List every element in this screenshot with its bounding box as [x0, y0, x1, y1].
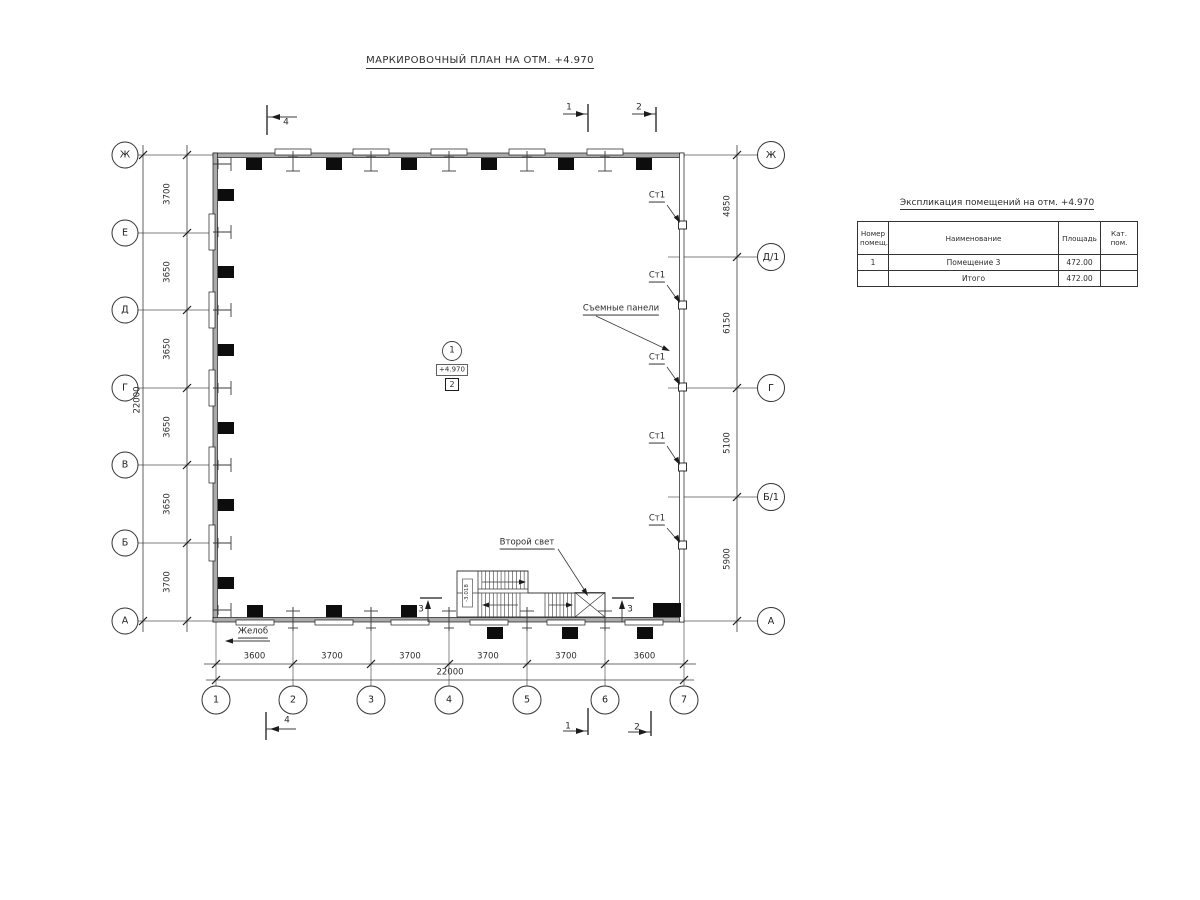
dim-left-overall: 22000: [132, 386, 143, 414]
dim-left-1: 3650: [162, 260, 173, 283]
schedule-total-area: 472.00: [1059, 271, 1101, 287]
dim-left-2: 3650: [162, 338, 173, 360]
axis-circle-right-Ж: Ж: [757, 141, 785, 169]
schedule-header-name: Наименование: [889, 222, 1059, 255]
section-markers: [266, 104, 656, 740]
st1-label-4: Ст1: [648, 513, 666, 524]
axis-circle-bottom-3: 3: [357, 686, 386, 715]
section-2-top-label: 2: [636, 102, 642, 113]
axis-circle-bottom-7: 7: [670, 686, 699, 715]
schedule-cell-area: 472.00: [1059, 255, 1101, 271]
schedule-total-cat: [1101, 271, 1138, 287]
axis-circle-left-В: В: [112, 452, 139, 479]
room-schedule: [857, 190, 1137, 287]
dim-right-0: 4850: [722, 195, 733, 217]
dim-right-1: 6150: [722, 311, 733, 334]
schedule-title: Экспликация помещений на отм. +4.970: [899, 198, 1095, 208]
schedule-table: [857, 221, 1138, 287]
axis-circle-bottom-6: 6: [591, 686, 620, 715]
axis-circle-bottom-5: 5: [513, 686, 542, 715]
schedule-cell-name: Помещение 3: [889, 255, 1059, 271]
axis-circle-right-Д-1: Д/1: [757, 243, 785, 271]
st1-label-0: Ст1: [648, 190, 666, 201]
staircase: [457, 571, 605, 617]
schedule-header-cat: Кат. пом.: [1101, 222, 1138, 255]
wall-panels: [209, 149, 666, 625]
schedule-total-empty: [858, 271, 889, 287]
dim-bottom-4: 3700: [555, 651, 577, 662]
axis-circle-right-Б-1: Б/1: [757, 483, 785, 511]
dim-bottom-5: 3600: [633, 651, 656, 662]
drawing-title: МАРКИРОВОЧНЫЙ ПЛАН НА ОТМ. +4.970: [366, 55, 594, 69]
section-1-top-label: 1: [566, 102, 572, 113]
column-blocks: [218, 158, 681, 639]
axis-circle-bottom-1: 1: [202, 686, 231, 715]
dim-right-3: 5900: [722, 548, 733, 570]
dim-left-3: 3650: [162, 415, 173, 438]
elevation-mark-label: +4.970: [439, 365, 465, 374]
dim-left-5: 3700: [162, 571, 173, 593]
axis-circle-left-Г: Г: [112, 375, 139, 402]
section-1-bottom-label: 1: [565, 721, 571, 732]
section-4-bottom-label: 4: [284, 715, 290, 726]
column-symbols: [213, 151, 612, 631]
axis-circle-left-А: А: [112, 608, 139, 635]
dim-left-4: 3650: [162, 493, 173, 515]
section-4-top-label: 4: [283, 117, 289, 128]
axis-circle-left-Д: Д: [112, 297, 139, 324]
st1-label-3: Ст1: [648, 431, 666, 442]
dim-bottom-3: 3700: [477, 651, 499, 662]
st1-label-2: Ст1: [648, 352, 666, 363]
dim-bottom-1: 3700: [321, 651, 343, 662]
dim-bottom-overall: 22000: [436, 667, 464, 678]
schedule-header-num: Номер помещ.: [858, 222, 889, 255]
dim-left-0: 3700: [162, 183, 173, 205]
dim-bottom-2: 3700: [399, 651, 421, 662]
schedule-total-label: Итого: [889, 271, 1059, 287]
axis-circle-bottom-4: 4: [435, 686, 464, 715]
schedule-header-area: Площадь: [1059, 222, 1101, 255]
axis-circle-right-А: А: [757, 607, 785, 635]
axis-circle-left-Б: Б: [112, 530, 139, 557]
axis-circle-left-Е: Е: [112, 220, 139, 247]
dim-bottom-0: 3600: [243, 651, 266, 662]
section-3-right-label: 3: [627, 604, 633, 615]
axis-circle-right-Г: Г: [757, 374, 785, 402]
section-3-left-label: 3: [418, 604, 424, 615]
schedule-cell-num: 1: [858, 255, 889, 271]
leader-lines: [225, 205, 680, 644]
dim-right-2: 5100: [722, 431, 733, 454]
stair-elevation-label: -3.018: [463, 584, 470, 602]
second-light-label: Второй свет: [499, 537, 555, 548]
zone-mark-label: 2: [449, 379, 455, 389]
axis-circle-left-Ж: Ж: [112, 142, 139, 169]
st1-label-1: Ст1: [648, 270, 666, 281]
gutter-label: Желоб: [237, 626, 269, 637]
dimension-lines: [139, 145, 741, 684]
schedule-title-wrap: [857, 190, 1137, 210]
removable-panels-label: Съемные панели: [582, 303, 660, 314]
section-2-bottom-label: 2: [634, 722, 640, 733]
schedule-cell-cat: [1101, 255, 1138, 271]
axis-circle-bottom-2: 2: [279, 686, 308, 715]
room-number-label: 1: [449, 345, 455, 356]
